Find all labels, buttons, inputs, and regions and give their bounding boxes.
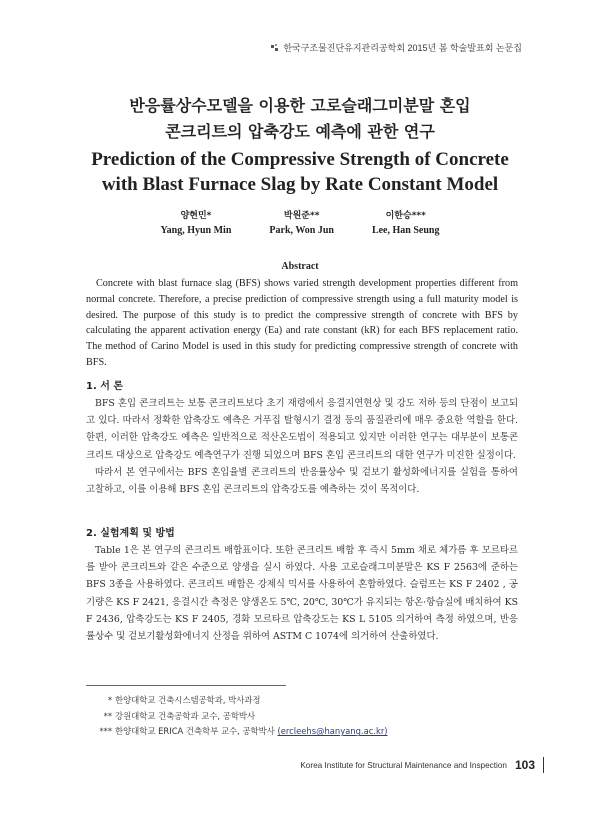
title-english-line2: with Blast Furnace Slag by Rate Constant Model: [101, 174, 499, 195]
footnote: [86, 709, 388, 725]
paragraph: 따라서 본 연구에서는 BFS 혼입율별 콘크리트의 반응률상수 및 겉보기 활성화에너지를 실험을 통하여 고찰하고, 이를 이용해 BFS 혼입 콘크리트의 압축강도를 예측하는 것이 목적이다.: [86, 466, 518, 496]
running-title: 한국구조물진단유지관리공학회 2015년 봄 학술발표회 논문집: [283, 43, 522, 53]
page-number: 103: [514, 758, 535, 772]
running-header: [271, 41, 522, 54]
author-name-english: Lee, Han Seung: [371, 225, 440, 236]
footnote: [86, 693, 388, 709]
footer-institute: Korea Institute for Structural Maintenance and Inspection: [300, 760, 507, 770]
footnote-divider: [86, 685, 286, 686]
footnote-mark: ***: [99, 726, 112, 737]
bullet-icon: [271, 44, 279, 52]
section-heading-introduction: 1. 서 론: [86, 381, 124, 392]
paragraph: BFS 혼입 콘크리트는 보통 콘크리트보다 초기 재령에서 응결지연현상 및 강도 저하 등의 단점이 보고되고 있다. 따라서 정확한 압축강도 예측은 거푸집 탈형시기 결정 등의 품질관리에 매우 중요한 역할을 한다. 한편, 이러한 압축강도 예측은 일반적으로 적산온도법이 적용되고 있지만 이러한 연구는 대부분이 보통콘크리트 대상으로 압축강도 예측연구가 진행 되었으며 BFS 혼입 콘크리트의 대한 연구가 미진한 실정이다.: [86, 398, 518, 461]
author-name-english: Yang, Hyun Min: [160, 225, 232, 236]
author: [161, 208, 232, 236]
email-link[interactable]: (ercleehs@hanyang.ac.kr): [277, 726, 388, 737]
section-heading-methods: 2. 실험계획 및 방법: [86, 528, 175, 539]
footer-divider: [543, 757, 544, 773]
title-korean-line2: 콘크리트의 압축강도 예측에 관한 연구: [165, 122, 435, 141]
author: [372, 208, 440, 236]
footnote-text: 한양대학교 건축시스템공학과, 박사과정: [115, 695, 261, 705]
footnote-text: 강원대학교 건축공학과 교수, 공학박사: [115, 710, 256, 721]
abstract-heading: Abstract: [281, 261, 319, 272]
footnote: [86, 724, 388, 740]
section-body-introduction: [86, 395, 518, 498]
author-list: [0, 208, 600, 236]
footnote-text: 한양대학교 ERICA 건축학부 교수, 공학박사: [115, 726, 275, 737]
section-body-methods: [86, 542, 518, 645]
author-name-korean: 박원준**: [283, 211, 320, 221]
abstract-paragraph: Concrete with blast furnace slag (BFS) shows varied strength development properties different from normal concrete. Therefore, a precise prediction of compressive strength using a full maturity model is desired. The purpose of this study is to predict the compressive strength of concrete with BFS by calculating the apparent activation energy (Ea) and rate constant (kR) for each BFS replacement ratio. The method of Carino Model is used in this study for predicting compressive strength of concrete with BFS.: [86, 278, 518, 368]
author-name-korean: 이한승***: [385, 211, 426, 221]
author-name-english: Park, Won Jun: [269, 225, 334, 236]
abstract-body: [86, 276, 518, 371]
paragraph: Table 1은 본 연구의 콘크리트 배합표이다. 또한 콘크리트 배합 후 즉시 5mm 채로 체가름 후 모르타르를 받아 콘크리트와 같은 수준으로 양생을 실시 하였다. 사용 고로슬래그미분말은 KS F 2563에 준하는 BFS 3종을 사용하였다. 콘크리트 배합은 강제식 믹서를 사용하여 혼합하였다. 슬럼프는 KS F 2402 , 공기량은 KS F 2421, 응결시간 측정은 양생온도 5℃, 20℃, 30℃가 유지되는 항온·항습실에 배치하여 KS F 2436, 압축강도는 KS F 2405, 경화 모르타르 압축강도는 KS L 5105 의거하여 측정 하였으며, 반응률상수 및 겉보기활성화에너지 산정을 위하여 ASTM C 1074에 의거하여 산출하였다.: [86, 545, 518, 643]
author: [269, 208, 334, 236]
footnotes: [86, 693, 388, 740]
footnote-mark: *: [107, 695, 112, 705]
title-english-line1: Prediction of the Compressive Strength of Concrete: [91, 149, 509, 170]
title-korean-line1: 반응률상수모델을 이용한 고로슬래그미분말 혼입: [129, 96, 471, 115]
author-name-korean: 양현민*: [180, 211, 212, 221]
footnote-mark: **: [103, 710, 112, 721]
page-footer: [300, 757, 544, 773]
